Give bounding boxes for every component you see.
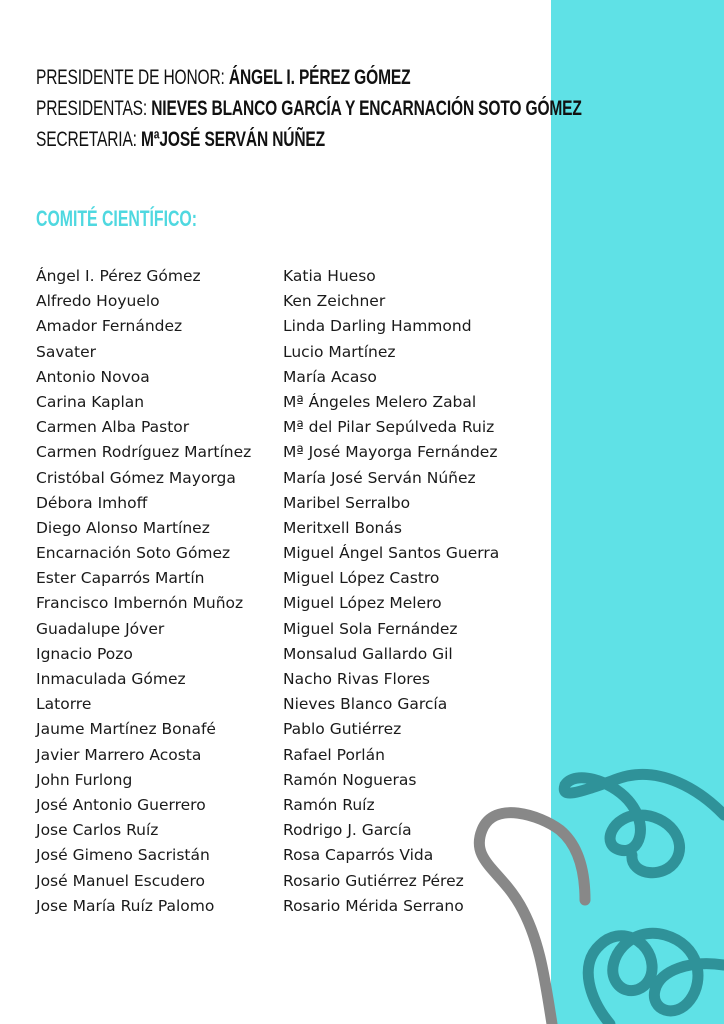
committee-member: María Acaso: [283, 367, 377, 386]
committee-member: Mª José Mayorga Fernández: [283, 443, 498, 462]
committee-member: Débora Imhoff: [36, 493, 148, 512]
committee-member: Miguel Ángel Santos Guerra: [283, 544, 500, 563]
committee-member: Inmaculada Gómez: [36, 670, 186, 688]
committee-member: Latorre: [36, 695, 92, 714]
honor-president-name: ÁNGEL I. PÉREZ GÓMEZ: [228, 66, 411, 89]
committee-member: Ken Zeichner: [283, 292, 386, 311]
committee-member: Mª Ángeles Melero Zabal: [283, 392, 477, 411]
committee-member: Cristóbal Gómez Mayorga: [36, 468, 236, 487]
committee-member: Meritxell Bonás: [283, 518, 402, 537]
committee-member: Rosario Mérida Serrano: [283, 896, 464, 915]
committee-member: Rosario Gutiérrez Pérez: [283, 871, 464, 890]
committee-member: Linda Darling Hammond: [283, 317, 472, 336]
committee-member: Carina Kaplan: [36, 392, 145, 411]
committee-member: Alfredo Hoyuelo: [36, 292, 160, 311]
committee-member: Miguel Sola Fernández: [283, 619, 458, 638]
committee-member: Ramón Nogueras: [283, 770, 417, 789]
committee-member: Lucio Martínez: [283, 342, 396, 361]
secretary-line: [36, 124, 421, 155]
presidents-role: PRESIDENTAS:: [36, 97, 152, 120]
teal-squiggle-line: [564, 774, 724, 872]
committee-member: Rafael Porlán: [283, 745, 385, 764]
committee-member: Jaume Martínez Bonafé: [36, 720, 216, 739]
committee-member: Pablo Gutiérrez: [283, 720, 402, 739]
header-block: [36, 62, 582, 155]
committee-member: Ignacio Pozo: [36, 644, 133, 663]
committee-member: Carmen Rodríguez Martínez: [36, 443, 252, 462]
committee-member: Monsalud Gallardo Gil: [283, 644, 453, 663]
committee-member: Amador Fernández: [36, 317, 183, 336]
committee-member: Ester Caparrós Martín: [36, 569, 205, 588]
committee-member: José Gimeno Sacristán: [36, 846, 210, 865]
honor-president-role: PRESIDENTE DE HONOR:: [36, 66, 229, 89]
committee-member: Antonio Novoa: [36, 367, 150, 386]
committee-member: José Manuel Escudero: [36, 871, 205, 890]
committee-list-left: [36, 264, 251, 919]
committee-member: Diego Alonso Martínez: [36, 518, 210, 537]
committee-member: Maribel Serralbo: [283, 493, 411, 512]
committee-member: Ramón Ruíz: [283, 795, 375, 814]
committee-member: Miguel López Castro: [283, 569, 440, 588]
committee-member: Jose Carlos Ruíz: [36, 821, 159, 840]
committee-member: Javier Marrero Acosta: [36, 745, 202, 764]
committee-list-right: [283, 264, 499, 919]
presidents-names: NIEVES BLANCO GARCÍA Y ENCARNACIÓN SOTO GÓMEZ: [151, 97, 582, 120]
committee-member: Mª del Pilar Sepúlveda Ruiz: [283, 418, 495, 437]
committee-member: Nacho Rivas Flores: [283, 670, 430, 688]
secretary-role: SECRETARIA:: [36, 128, 142, 151]
presidents-line: [36, 93, 582, 124]
teal-squiggle-loop: [588, 933, 724, 1024]
committee-member: Carmen Alba Pastor: [36, 418, 190, 437]
honor-president-line: [36, 62, 421, 93]
committee-member: Guadalupe Jóver: [36, 619, 165, 638]
committee-member: Jose María Ruíz Palomo: [36, 896, 215, 915]
committee-member: Rodrigo J. García: [283, 821, 412, 840]
committee-member: Miguel López Melero: [283, 594, 442, 613]
committee-member: John Furlong: [36, 770, 133, 789]
committee-member: Encarnación Soto Gómez: [36, 544, 231, 563]
committee-member: Francisco Imbernón Muñoz: [36, 594, 244, 613]
committee-member: Rosa Caparrós Vida: [283, 846, 434, 865]
secretary-name: MªJOSÉ SERVÁN NÚÑEZ: [141, 128, 326, 151]
committee-member: Nieves Blanco García: [283, 695, 448, 714]
committee-member: Savater: [36, 342, 96, 361]
committee-member: José Antonio Guerrero: [36, 795, 206, 814]
committee-member: María José Serván Núñez: [283, 468, 476, 487]
committee-member: Ángel I. Pérez Gómez: [36, 267, 201, 285]
committee-member: Katia Hueso: [283, 267, 376, 285]
committee-title: COMITÉ CIENTÍFICO:: [36, 206, 198, 231]
